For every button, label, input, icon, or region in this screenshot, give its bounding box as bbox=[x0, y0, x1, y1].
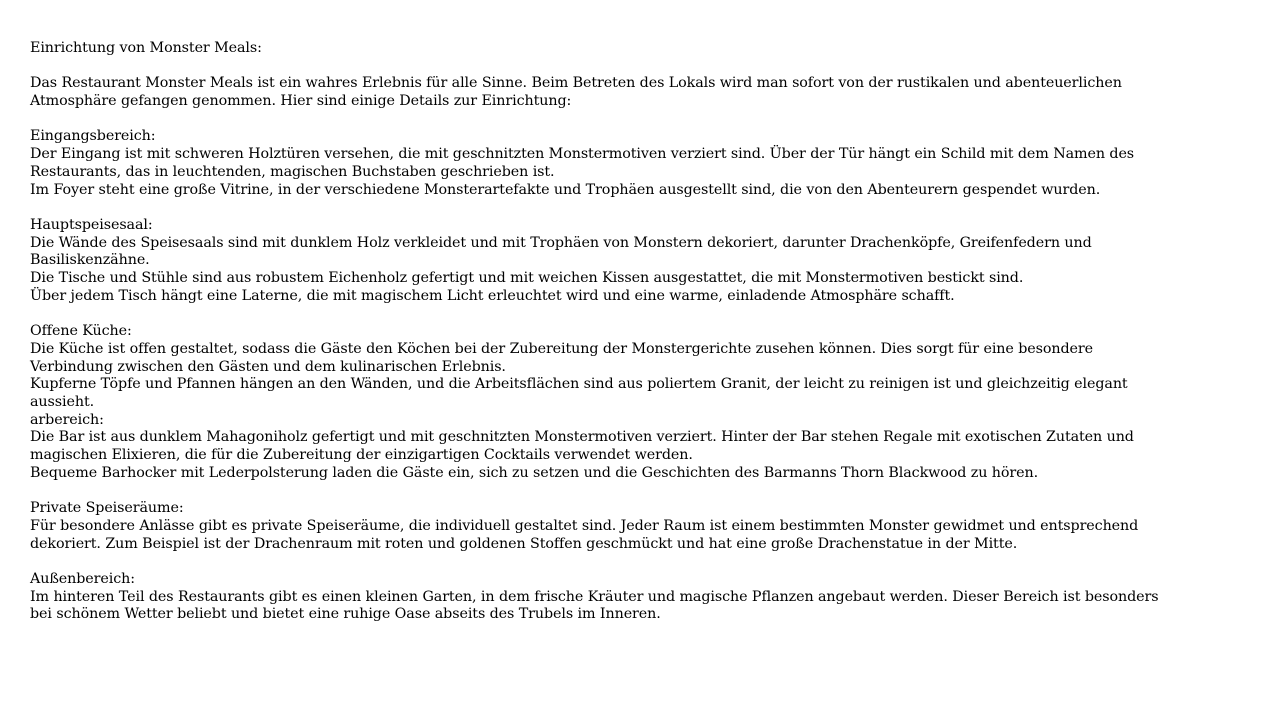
private-rooms-line: Für besondere Anlässe gibt es private Speiseräume, die individuell gestaltet sind. Jeder Raum ist einem bestimmten Monster gewidmet und entsprechend dekoriert. Zum Beispiel ist der Drachenraum mit roten und goldenen Stoffen geschmückt und hat eine große Drachenstatue in der Mitte. bbox=[30, 517, 1139, 552]
bar-line: Die Bar ist aus dunklem Mahagoniholz gefertigt und mit geschnitzten Monstermotiven verziert. Hinter der Bar stehen Regale mit exotischen Zutaten und magischen Elixieren, die für die Zubereitung der einzigartigen Cocktails verwendet werden. bbox=[30, 429, 1134, 464]
section-heading-main-hall: Hauptspeisesaal: bbox=[30, 216, 153, 233]
paragraph-gap bbox=[30, 58, 1170, 76]
kitchen-line: Die Küche ist offen gestaltet, sodass die Gäste den Köchen bei der Zubereitung der Monstergerichte zusehen können. Dies sorgt für eine besondere Verbindung zwischen den Gästen und dem kulinarischen Erlebnis. bbox=[30, 340, 1093, 375]
main-hall-line: Die Tische und Stühle sind aus robustem Eichenholz gefertigt und mit weichen Kissen ausgestattet, die mit Monstermotiven bestickt sind. bbox=[30, 270, 1024, 287]
entrance-line: Der Eingang ist mit schweren Holztüren versehen, die mit geschnitzten Monstermotiven verziert sind. Über der Tür hängt ein Schild mit dem Namen des Restaurants, das in leuchtenden, magischen Buchstaben geschrieben ist. bbox=[30, 146, 1135, 180]
intro-paragraph: Das Restaurant Monster Meals ist ein wahres Erlebnis für alle Sinne. Beim Betreten des Lokals wird man sofort von der rustikalen und abenteuerlichen Atmosphäre gefangen genommen. Hier sind einige Details zur Einrichtung: bbox=[30, 75, 1122, 110]
paragraph-gap bbox=[30, 553, 1170, 571]
section-heading-entrance: Eingangsbereich: bbox=[30, 128, 156, 145]
section-heading-private-rooms: Private Speiseräume: bbox=[30, 500, 184, 517]
kitchen-line: Kupferne Töpfe und Pfannen hängen an den Wänden, und die Arbeitsflächen sind aus poliertem Granit, der leicht zu reinigen ist und gleichzeitig elegant aussieht. bbox=[30, 376, 1128, 410]
main-hall-line: Über jedem Tisch hängt eine Laterne, die mit magischem Licht erleuchtet wird und eine warme, einladende Atmosphäre schafft. bbox=[30, 287, 955, 304]
outdoor-line: Im hinteren Teil des Restaurants gibt es einen kleinen Garten, in dem frische Kräuter und magische Pflanzen angebaut werden. Dieser Bereich ist besonders bei schönem Wetter beliebt und bietet eine ruhige Oase abseits des Trubels im Inneren. bbox=[30, 588, 1159, 623]
section-heading-bar: arbereich: bbox=[30, 411, 104, 428]
bar-line: Bequeme Barhocker mit Lederpolsterung laden die Gäste ein, sich zu setzen und die Geschichten des Barmanns Thorn Blackwood zu hören. bbox=[30, 464, 1039, 481]
paragraph-gap bbox=[30, 111, 1170, 129]
document-body bbox=[30, 40, 1170, 624]
entrance-line: Im Foyer steht eine große Vitrine, in der verschiedene Monsterartefakte und Trophäen ausgestellt sind, die von den Abenteurern gespendet wurden. bbox=[30, 181, 1101, 198]
main-hall-line: Die Wände des Speisesaals sind mit dunklem Holz verkleidet und mit Trophäen von Monstern dekoriert, darunter Drachenköpfe, Greifenfedern und Basiliskenzähne. bbox=[30, 234, 1092, 269]
paragraph-gap bbox=[30, 483, 1170, 501]
section-heading-kitchen: Offene Küche: bbox=[30, 323, 132, 340]
paragraph-gap bbox=[30, 306, 1170, 324]
section-heading-outdoor: Außenbereich: bbox=[30, 571, 135, 587]
paragraph-gap bbox=[30, 199, 1170, 217]
document-title: Einrichtung von Monster Meals: bbox=[30, 40, 262, 56]
